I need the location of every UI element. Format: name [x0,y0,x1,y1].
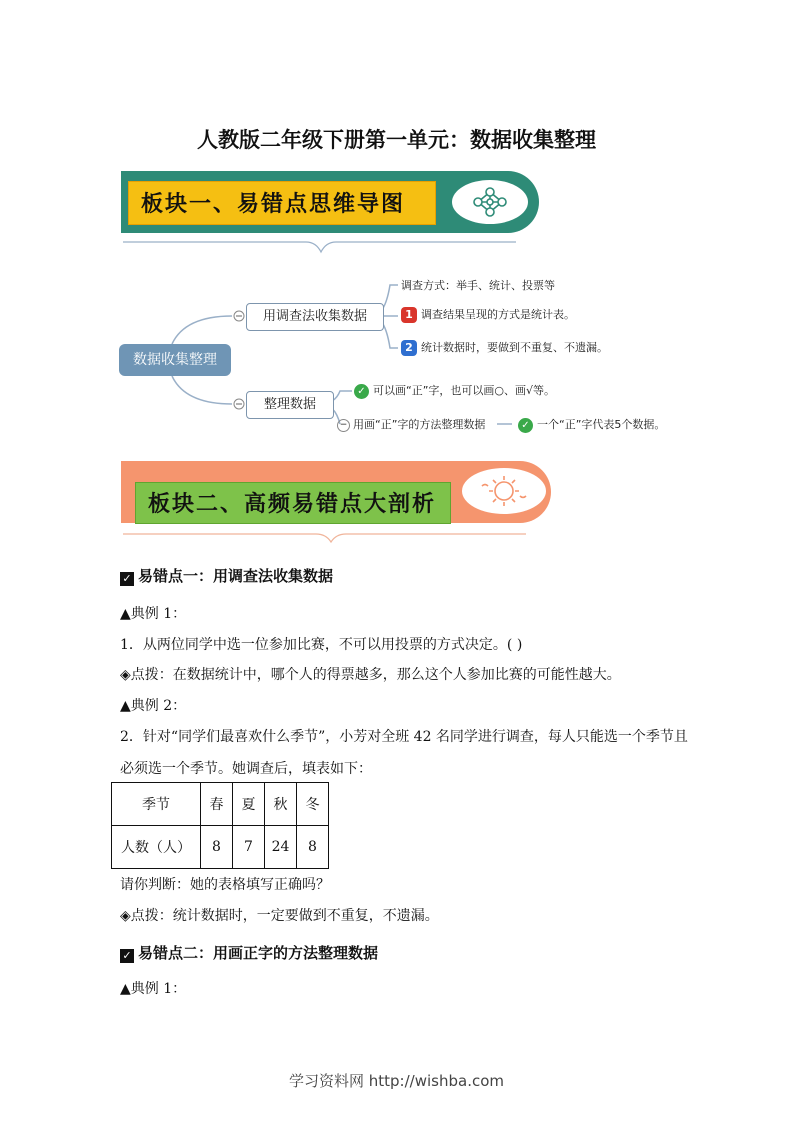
table-cell: 秋 [265,783,297,826]
heading-text: 易错点一：用调查法收集数据 [138,567,334,585]
table-cell: 夏 [233,783,265,826]
table-row [112,783,329,826]
collapse-icon: − [337,419,350,432]
section2-example1-label: ▲典例 1： [120,981,187,997]
mindmap-leaf-zheng-meaning [518,416,665,433]
table-cell: 春 [201,783,233,826]
table-cell: 8 [297,826,329,869]
check-icon: ✓ [518,418,533,433]
banner2-label: 板块二、高频易错点大剖析 [135,482,451,524]
section2-heading [120,942,378,963]
check-icon: ✓ [354,384,369,399]
banner2-brace [121,528,531,550]
table-cell: 冬 [297,783,329,826]
number-1-icon: 1 [401,307,417,323]
season-table [111,782,329,869]
leaf-text: 一个“正”字代表5个数据。 [537,418,666,431]
mindmap-branch-collect: 用调查法收集数据 [246,303,384,331]
mindmap-leaf-zheng-method [337,416,485,432]
page-title: 人教版二年级下册第一单元：数据收集整理 [197,128,596,152]
tip-1: ◈点拨：在数据统计中，哪个人的得票越多，那么这个人参加比赛的可能性越大。 [120,667,621,683]
mindmap-leaf-no-duplicate [401,339,608,356]
table-cell: 7 [233,826,265,869]
question-1: 1．从两位同学中选一位参加比赛，不可以用投票的方式决定。( ) [120,637,523,653]
leaf-text: 可以画“正”字，也可以画○、画√等。 [373,384,556,397]
sun-icon [462,468,546,514]
table-cell: 24 [265,826,297,869]
judge-question: 请你判断：她的表格填写正确吗？ [120,877,330,893]
number-2-icon: 2 [401,340,417,356]
checkbox-icon: ✓ [120,572,134,586]
example2-label: ▲典例 2： [120,698,187,714]
heading-text: 易错点二：用画正字的方法整理数据 [138,944,379,962]
section1-heading [120,565,333,586]
table-cell: 人数（人） [112,826,201,869]
table-row [112,826,329,869]
question-2-line1: 2．针对“同学们最喜欢什么季节”，小芳对全班 42 名同学进行调查，每人只能选一个季节且 [120,729,688,745]
mindmap-branch-organize: 整理数据 [246,391,334,419]
table-cell: 8 [201,826,233,869]
checkbox-icon: ✓ [120,949,134,963]
mindmap-leaf-result-table [401,306,575,323]
leaf-text: 用画“正”字的方法整理数据 [353,418,486,431]
tip-2: ◈点拨：统计数据时，一定要做到不重复，不遗漏。 [120,908,439,924]
leaf-text: 统计数据时，要做到不重复、不遗漏。 [421,341,608,354]
mindmap-root: 数据收集整理 [119,344,231,376]
table-cell: 季节 [112,783,201,826]
mindmap-leaf-survey-methods: 调查方式：举手、统计、投票等 [401,279,555,292]
mindmap-leaf-tally-options [354,382,555,399]
example1-label: ▲典例 1： [120,606,187,622]
banner2-icon-oval [462,468,546,514]
question-2-line2: 必须选一个季节。她调查后，填表如下： [120,761,372,777]
leaf-text: 调查结果呈现的方式是统计表。 [421,308,575,321]
banner1-label: 板块一、易错点思维导图 [128,181,436,225]
footer-watermark: 学习资料网 http://wishba.com [289,1072,504,1090]
